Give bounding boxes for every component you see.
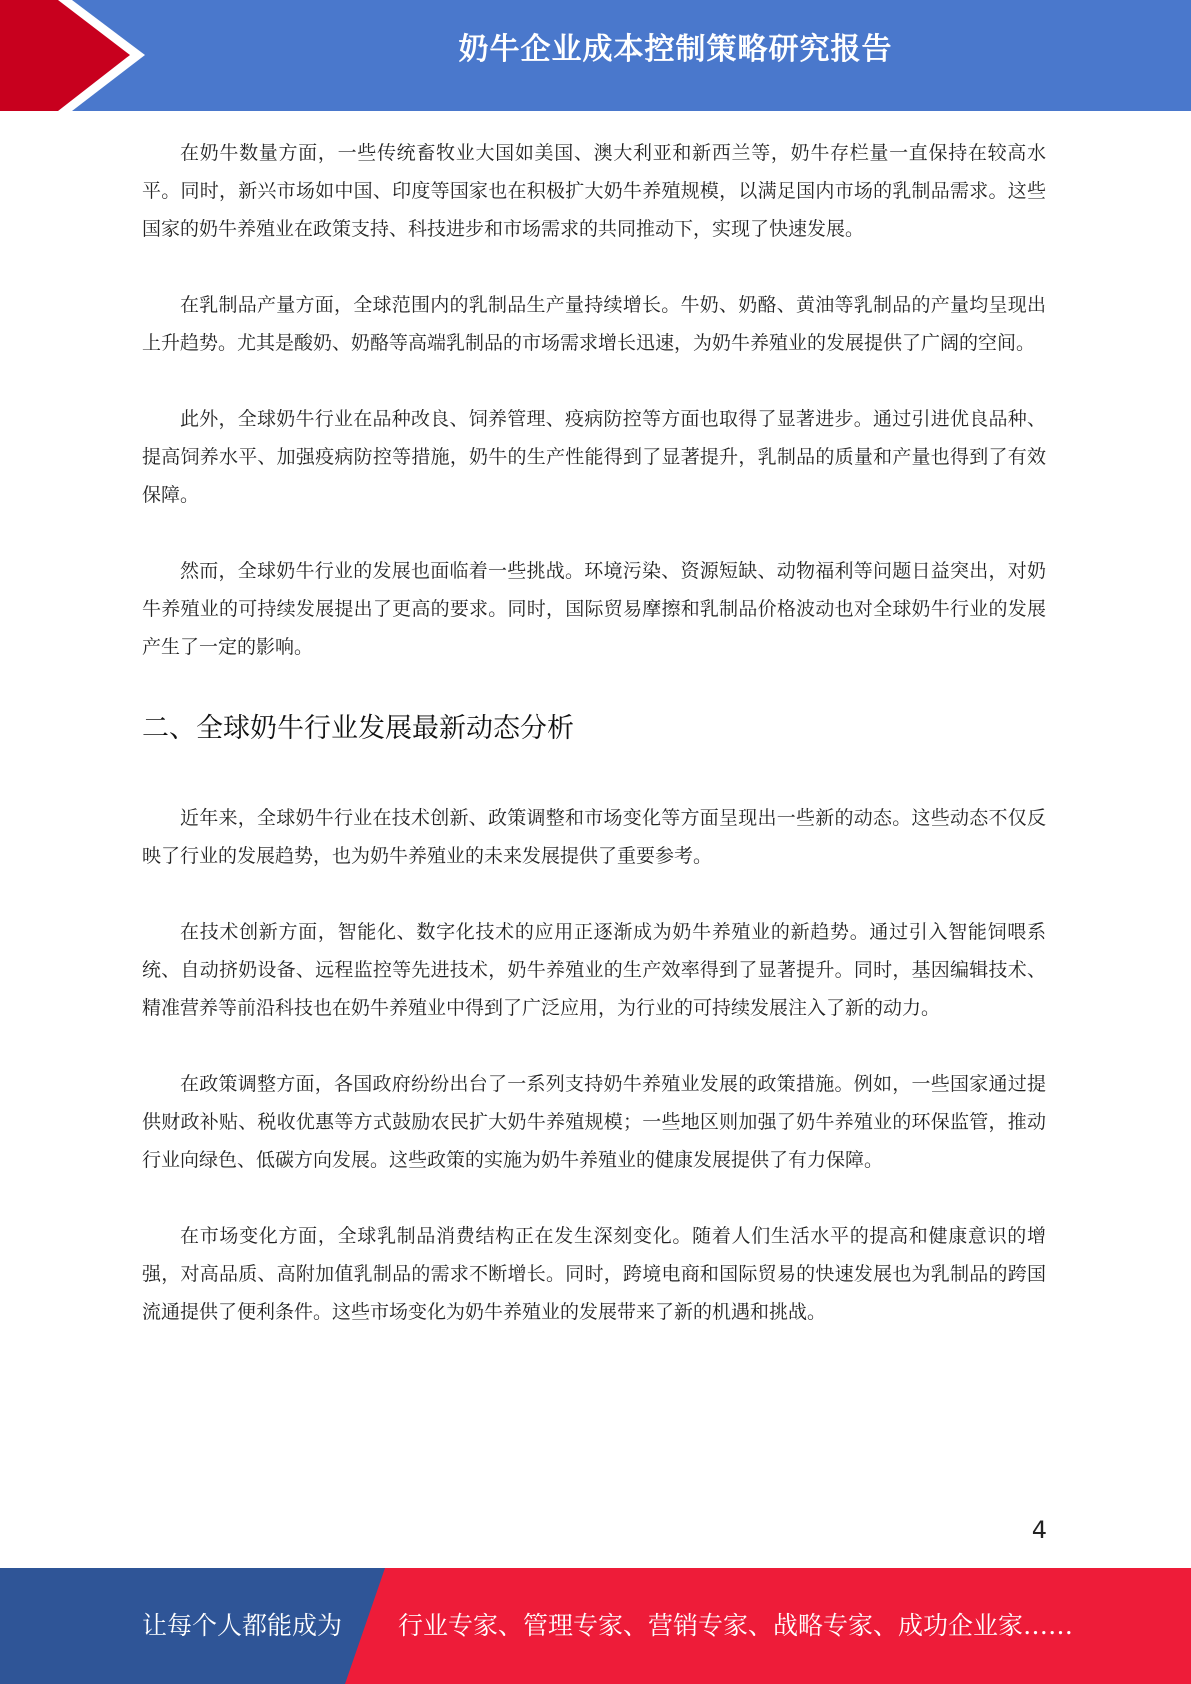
page-header: [0, 0, 1191, 111]
page-footer: [0, 1568, 1191, 1684]
paragraph: 在乳制品产量方面，全球范围内的乳制品生产量持续增长。牛奶、奶酪、黄油等乳制品的产量均呈现出上升趋势。尤其是酸奶、奶酪等高端乳制品的市场需求增长迅速，为奶牛养殖业的发展提供了广阔的空间。: [142, 294, 1046, 354]
document-body: [142, 134, 1046, 1331]
paragraph: 在技术创新方面，智能化、数字化技术的应用正逐渐成为奶牛养殖业的新趋势。通过引入智能饲喂系统、自动挤奶设备、远程监控等先进技术，奶牛养殖业的生产效率得到了显著提升。同时，基因编辑技术、精准营养等前沿科技也在奶牛养殖业中得到了广泛应用，为行业的可持续发展注入了新的动力。: [142, 921, 1046, 1019]
paragraph: 近年来，全球奶牛行业在技术创新、政策调整和市场变化等方面呈现出一些新的动态。这些动态不仅反映了行业的发展趋势，也为奶牛养殖业的未来发展提供了重要参考。: [142, 807, 1046, 867]
paragraph: 在政策调整方面，各国政府纷纷出台了一系列支持奶牛养殖业发展的政策措施。例如，一些国家通过提供财政补贴、税收优惠等方式鼓励农民扩大奶牛养殖规模；一些地区则加强了奶牛养殖业的环保监管，推动行业向绿色、低碳方向发展。这些政策的实施为奶牛养殖业的健康发展提供了有力保障。: [142, 1073, 1046, 1171]
paragraph: 然而，全球奶牛行业的发展也面临着一些挑战。环境污染、资源短缺、动物福利等问题日益突出，对奶牛养殖业的可持续发展提出了更高的要求。同时，国际贸易摩擦和乳制品价格波动也对全球奶牛行业的发展产生了一定的影响。: [142, 560, 1046, 658]
footer-slogan-left: 让每个人都能成为: [142, 1611, 343, 1640]
header-arrow-decoration: [0, 0, 160, 111]
document-title: 奶牛企业成本控制策略研究报告: [458, 32, 893, 67]
paragraph: 在市场变化方面，全球乳制品消费结构正在发生深刻变化。随着人们生活水平的提高和健康意识的增强，对高品质、高附加值乳制品的需求不断增长。同时，跨境电商和国际贸易的快速发展也为乳制品的跨国流通提供了便利条件。这些市场变化为奶牛养殖业的发展带来了新的机遇和挑战。: [142, 1225, 1046, 1323]
paragraph: 在奶牛数量方面，一些传统畜牧业大国如美国、澳大利亚和新西兰等，奶牛存栏量一直保持在较高水平。同时，新兴市场如中国、印度等国家也在积极扩大奶牛养殖规模，以满足国内市场的乳制品需求。这些国家的奶牛养殖业在政策支持、科技进步和市场需求的共同推动下，实现了快速发展。: [142, 142, 1046, 240]
section-heading: 二、全球奶牛行业发展最新动态分析: [142, 713, 574, 744]
paragraph: 此外，全球奶牛行业在品种改良、饲养管理、疫病防控等方面也取得了显著进步。通过引进优良品种、提高饲养水平、加强疫病防控等措施，奶牛的生产性能得到了显著提升，乳制品的质量和产量也得到了有效保障。: [142, 408, 1046, 506]
footer-slogan-right: 行业专家、管理专家、营销专家、战略专家、成功企业家……: [398, 1611, 1074, 1640]
page-number: 4: [1031, 1516, 1047, 1544]
